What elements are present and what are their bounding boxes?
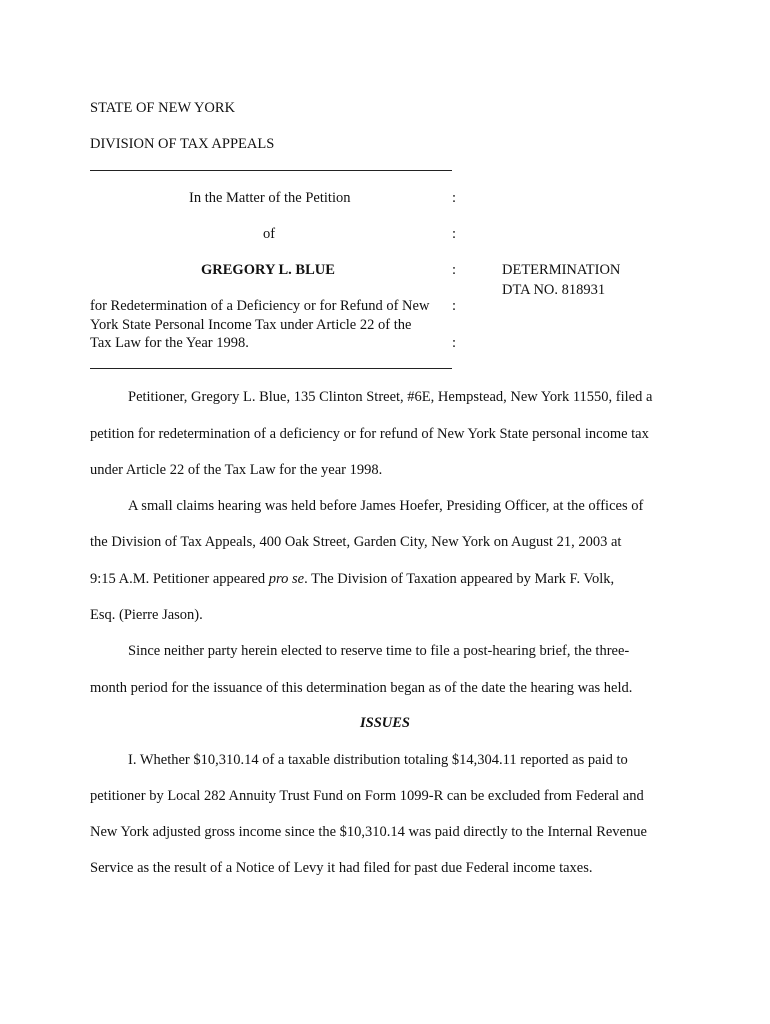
- caption-colon: :: [452, 262, 457, 278]
- caption-description-line: York State Personal Income Tax under Article 22 of the: [90, 317, 412, 333]
- issue-line: New York adjusted gross income since the $10,310.14 was paid directly to the Internal Revenue: [90, 824, 647, 840]
- caption-bottom-rule: [90, 368, 452, 369]
- paragraph-line: Esq. (Pierre Jason).: [90, 607, 203, 623]
- paragraph-line: under Article 22 of the Tax Law for the year 1998.: [90, 462, 383, 478]
- issue-line: I. Whether $10,310.14 of a taxable distribution totaling $14,304.11 reported as paid to: [128, 752, 628, 768]
- paragraph-text: 9:15 A.M. Petitioner appeared: [90, 571, 269, 587]
- paragraph-line: [90, 570, 680, 588]
- issues-heading: ISSUES: [360, 715, 410, 731]
- determination-label: DETERMINATION: [502, 262, 621, 278]
- caption-matter: In the Matter of the Petition: [189, 190, 351, 206]
- petitioner-name: GREGORY L. BLUE: [201, 262, 335, 278]
- paragraph-line: month period for the issuance of this determination began as of the date the hearing was held.: [90, 680, 633, 696]
- paragraph-line: Petitioner, Gregory L. Blue, 135 Clinton Street, #6E, Hempstead, New York 11550, filed a: [128, 389, 653, 405]
- pro-se-italic: pro se: [268, 571, 305, 587]
- caption-colon: :: [452, 335, 457, 351]
- division-heading: DIVISION OF TAX APPEALS: [90, 136, 275, 152]
- paragraph-text: . The Division of Taxation appeared by Mark F. Volk,: [304, 571, 615, 587]
- paragraph-line: A small claims hearing was held before James Hoefer, Presiding Officer, at the offices of: [128, 498, 644, 514]
- caption-top-rule: [90, 170, 452, 171]
- paragraph-line: petition for redetermination of a deficiency or for refund of New York State personal income tax: [90, 426, 649, 442]
- caption-colon: :: [452, 190, 457, 206]
- caption-colon: :: [452, 298, 457, 314]
- issue-line: Service as the result of a Notice of Levy it had filed for past due Federal income taxes.: [90, 860, 593, 876]
- dta-number: DTA NO. 818931: [502, 282, 606, 298]
- caption-description-line: Tax Law for the Year 1998.: [90, 335, 249, 351]
- caption-colon: :: [452, 226, 457, 242]
- caption-of: of: [263, 226, 276, 242]
- paragraph-line: the Division of Tax Appeals, 400 Oak Street, Garden City, New York on August 21, 2003 at: [90, 534, 622, 550]
- paragraph-line: Since neither party herein elected to reserve time to file a post-hearing brief, the three-: [128, 643, 630, 659]
- state-heading: STATE OF NEW YORK: [90, 100, 236, 116]
- caption-description-line: for Redetermination of a Deficiency or for Refund of New: [90, 298, 430, 314]
- issue-line: petitioner by Local 282 Annuity Trust Fund on Form 1099-R can be excluded from Federal and: [90, 788, 644, 804]
